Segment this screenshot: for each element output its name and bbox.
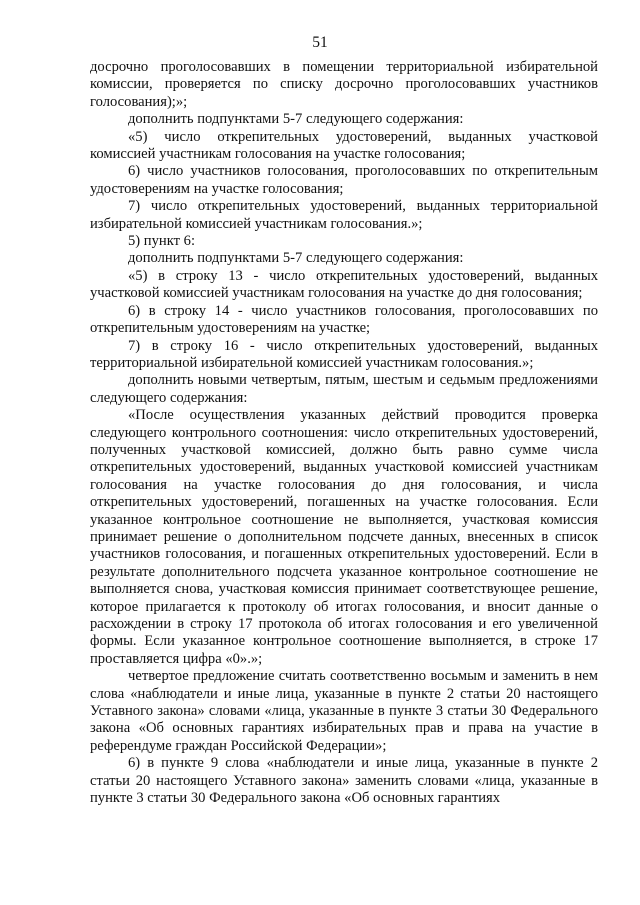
paragraph: 5) пункт 6:: [128, 233, 195, 250]
paragraph: 7) в строку 16 - число открепительных удостоверений, выданных территориальной избирательной комиссией участникам голосования.»;: [90, 337, 598, 371]
paragraph: «5) в строку 13 - число открепительных удостоверений, выданных участковой комиссией участникам голосования на участке до дня голосования;: [90, 267, 598, 302]
paragraph: дополнить подпунктами 5-7 следующего содержания:: [128, 111, 464, 128]
paragraph: дополнить подпунктами 5-7 следующего содержания:: [128, 250, 464, 267]
page-number: 51: [312, 34, 328, 51]
paragraph: четвертое предложение считать соответственно восьмым и заменить в нем слова «наблюдатели и иные лица, указанные в пункте 2 статьи 20 настоящего Уставного закона» словами «лица, указанные в пункте 3 статьи 30 Федерального закона «Об основных гарантиях избирательных прав и права на участие в референдуме граждан Российской Федерации»;: [90, 668, 598, 754]
paragraph: 6) в пункте 9 слова «наблюдатели и иные лица, указанные в пункте 2 статьи 20 настоящего Уставного закона» заменить словами «лица, указанные в пункте 3 статьи 30 Федерального закона «Об основных гарантиях: [90, 755, 598, 807]
document-body: [90, 59, 598, 807]
paragraph: 6) в строку 14 - число участников голосования, проголосовавших по открепительным удостоверениям на участке;: [90, 302, 598, 337]
paragraph: досрочно проголосовавших в помещении территориальной избирательной комиссии, проверяется по списку досрочно проголосовавших участников голосования);»;: [90, 59, 598, 110]
paragraph: 6) число участников голосования, проголосовавших по открепительным удостоверениям на участке голосования;: [90, 163, 598, 197]
paragraph: дополнить новыми четвертым, пятым, шестым и седьмым предложениями следующего содержания:: [90, 372, 598, 406]
paragraph: «После осуществления указанных действий проводится проверка следующего контрольного соотношения: число открепительных удостоверений, полученных участковой комиссией, должно быть равно сумме числа открепительных удостоверений, выданных участковой комиссией участникам голосования на участке голосования до дня голосования, и числа открепительных удостоверений, погашенных на участке голосования. Если указанное контрольное соотношение не выполняется, участковая комиссия принимает решение о дополнительном подсчете данных, внесенных в список участников голосования, и погашенных открепительных удостоверений. Если в результате дополнительного подсчета указанное контрольное соотношение не выполняется снова, участковая комиссия принимает соответствующее решение, которое прилагается к протоколу об итогах голосования, и вносит данные о расхождении в строку 17 протокола об итогах голосования и его увеличенной формы. Если указанное контрольное соотношение выполняется, в строке 17 проставляется цифра «0».»;: [90, 407, 598, 667]
paragraph: «5) число открепительных удостоверений, выданных участковой комиссией участникам голосования на участке голосования;: [90, 128, 598, 163]
paragraph: 7) число открепительных удостоверений, выданных территориальной избирательной комиссией участникам голосования.»;: [90, 198, 598, 232]
